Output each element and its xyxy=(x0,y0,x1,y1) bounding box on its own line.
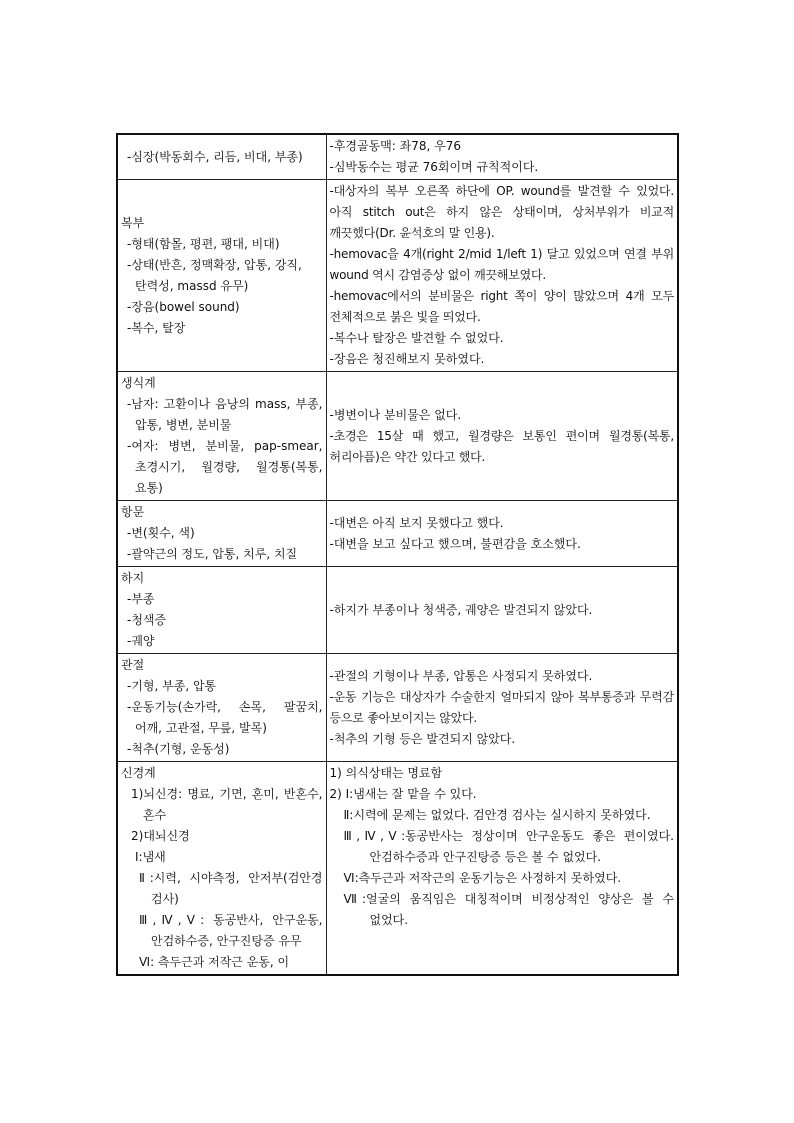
table-row-heart xyxy=(117,134,678,180)
left-line: 1)뇌신경: 명료, 기면, 혼미, 반혼수, 혼수 xyxy=(131,787,323,822)
assessment-table xyxy=(116,133,679,976)
left-cell xyxy=(117,567,326,654)
table-row-lower-limbs xyxy=(117,567,678,654)
left-line: Ⅰ:냄새 xyxy=(135,850,166,864)
right-line: -운동 기능은 대상자가 수술한지 얼마되지 않아 복부통증과 무력감 등으로 좋아보이지는 않았다. xyxy=(329,689,674,725)
section-heading: 하지 xyxy=(121,571,145,585)
right-line: -대변은 아직 보지 못했다고 했다. xyxy=(329,515,504,530)
right-line: 1) 의식상태는 명료함 xyxy=(329,766,443,780)
right-line: -척추의 기형 등은 발견되지 않았다. xyxy=(329,731,516,746)
right-line: -후경골동맥: 좌78, 우76 xyxy=(329,139,462,153)
section-heading: 복부 xyxy=(121,215,145,230)
section-heading: 생식계 xyxy=(121,376,156,390)
left-line: 2)대뇌신경 xyxy=(131,829,190,843)
right-line: -복수나 탈장은 발견할 수 없었다. xyxy=(329,331,504,345)
left-line: -척추(기형, 운동성) xyxy=(127,742,230,756)
left-cell xyxy=(117,180,326,372)
section-heading: 관절 xyxy=(121,658,145,672)
left-line: -상태(반흔, 정맥확장, 압통, 강직, 탄력성, massd 유무) xyxy=(127,257,302,293)
left-line: -복수, 탈장 xyxy=(127,320,186,335)
left-line: -운동기능(손가락, 손목, 팔꿈치, 어깨, 고관절, 무릎, 발목) xyxy=(127,700,323,735)
right-cell xyxy=(326,654,678,762)
table-row-neuro xyxy=(117,762,678,976)
right-line: -대상자의 복부 오른쪽 하단에 OP. wound를 발견할 수 있었다. 아직 stitch out은 하지 않은 상태이며, 상처부위가 비교적 깨끗했다(Dr. 윤석호의 말 인용). xyxy=(329,184,674,240)
right-line: Ⅲ,Ⅳ,Ⅴ:동공반사는 정상이며 안구운동도 좋은 편이였다. 안검하수증과 안구진탕증 등은 볼 수 없었다. xyxy=(343,829,674,864)
right-cell xyxy=(326,501,678,567)
right-cell xyxy=(326,567,678,654)
left-cell xyxy=(117,654,326,762)
left-line: -청색증 xyxy=(127,613,167,627)
left-line: -심장(박동회수, 리듬, 비대, 부종) xyxy=(127,149,303,164)
right-line: -관절의 기형이나 부종, 압통은 사정되지 못하였다. xyxy=(329,668,593,683)
right-line: -심박동수는 평균 76회이며 규칙적이다. xyxy=(329,160,539,174)
right-cell xyxy=(326,134,678,180)
table-row-reproductive xyxy=(117,372,678,501)
right-line: Ⅵ:측두근과 저작근의 운동기능은 사정하지 못하였다. xyxy=(343,871,622,885)
right-line: -대변을 보고 싶다고 했으며, 불편감을 호소했다. xyxy=(329,536,581,551)
left-line: Ⅱ:시력, 시야측정, 안저부(검안경 검사) xyxy=(139,871,323,906)
left-line: -부종 xyxy=(127,592,155,606)
right-cell xyxy=(326,180,678,372)
right-line: Ⅱ:시력에 문제는 없었다. 검안경 검사는 실시하지 못하였다. xyxy=(343,808,651,822)
right-line: -hemovac을 4개(right 2/mid 1/left 1) 달고 있었으며 연결 부위 wound 역시 감염증상 없이 깨끗해보였다. xyxy=(329,247,674,282)
left-line: -형태(함몰, 평편, 팽대, 비대) xyxy=(127,236,280,251)
left-cell xyxy=(117,134,326,180)
right-cell xyxy=(326,372,678,501)
table-row-anus xyxy=(117,501,678,567)
right-line: Ⅶ:얼굴의 움직임은 대칭적이며 비정상적인 양상은 볼 수 없었다. xyxy=(343,892,674,927)
left-line: -궤양 xyxy=(127,634,155,648)
right-line: 2) Ⅰ:냄새는 잘 맡을 수 있다. xyxy=(329,787,477,801)
left-cell xyxy=(117,372,326,501)
left-line: -기형, 부종, 압통 xyxy=(127,679,217,693)
left-line: -여자: 병변, 분비물, pap-smear, 초경시기, 월경량, 월경통(복통, 요통) xyxy=(127,439,323,495)
left-line: -남자: 고환이나 음낭의 mass, 부종, 압통, 병변, 분비물 xyxy=(127,397,323,432)
left-line: Ⅲ,Ⅳ,Ⅴ: 동공반사, 안구운동, 안검하수증, 안구진탕증 유무 xyxy=(139,913,323,948)
section-heading: 항문 xyxy=(121,505,145,519)
table-row-abdomen xyxy=(117,180,678,372)
right-line: -병변이나 분비물은 없다. xyxy=(329,407,462,422)
right-line: -초경은 15살 때 했고, 월경량은 보통인 편이며 월경통(복통, 허리아픔)은 약간 있다고 했다. xyxy=(329,428,674,464)
left-line: -괄약근의 정도, 압통, 치루, 치질 xyxy=(127,547,298,561)
right-line: -장음은 청진해보지 못하였다. xyxy=(329,352,485,366)
left-cell xyxy=(117,762,326,976)
left-line: -장음(bowel sound) xyxy=(127,299,240,314)
table-row-joints xyxy=(117,654,678,762)
left-line: Ⅵ: 측두근과 저작근 운동, 이 xyxy=(139,955,290,969)
right-line: -hemovac에서의 분비물은 right 쪽이 양이 많았으며 4개 모두 전체적으로 붉은 빛을 띄었다. xyxy=(329,289,674,324)
left-line: -변(횟수, 색) xyxy=(127,526,195,540)
right-cell xyxy=(326,762,678,976)
left-cell xyxy=(117,501,326,567)
section-heading: 신경계 xyxy=(121,766,156,780)
right-line: -하지가 부종이나 청색증, 궤양은 발견되지 않았다. xyxy=(329,602,593,617)
